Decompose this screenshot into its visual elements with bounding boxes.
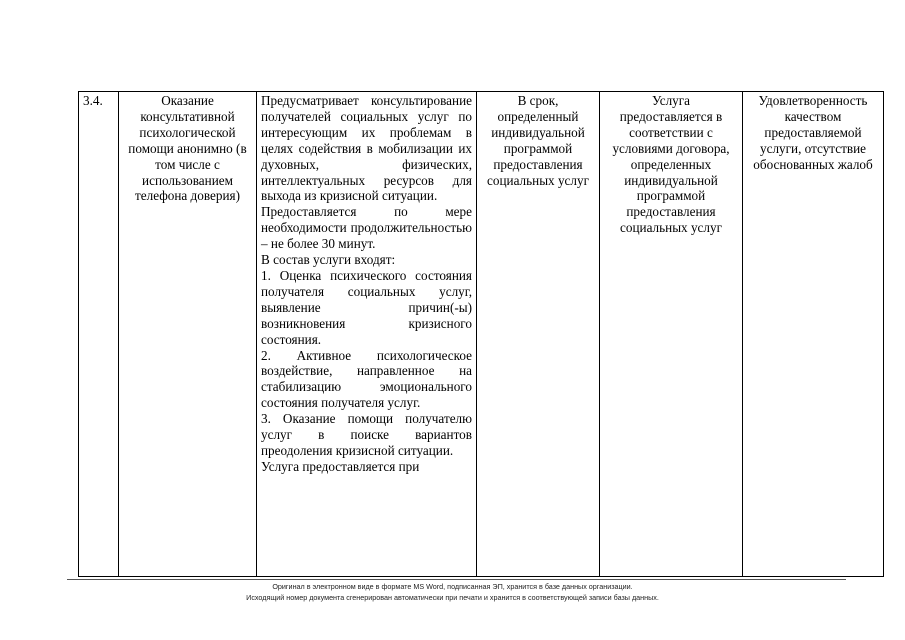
service-quality: Удовлетворенность качеством предоставляемой услуги, отсутствие обоснованных жалоб bbox=[753, 93, 873, 172]
description-paragraph: Предусматривает консультирование получателей социальных услуг по интересующим их проблемам в целях содействия в мобилизации их духовных, физических, интеллектуальных ресурсов для выхода из кризисной ситуации. bbox=[261, 93, 472, 204]
service-name-cell bbox=[119, 92, 257, 577]
footer-note-original: Оригинал в электронном виде в формате MS Word, подписанная ЭП, хранится в базе данных организации. bbox=[272, 582, 633, 591]
description-paragraph: 1. Оценка психического состояния получателя социальных услуг, выявление причин(-ы) возникновения кризисного состояния. bbox=[261, 267, 472, 347]
description-paragraph: 3. Оказание помощи получателю услуг в поиске вариантов преодоления кризисной ситуации. bbox=[261, 411, 472, 458]
table-row bbox=[79, 92, 884, 577]
service-term: В срок, определенный индивидуальной программой предоставления социальных услуг bbox=[487, 93, 589, 188]
service-description-cell bbox=[257, 92, 477, 577]
service-conditions-cell bbox=[600, 92, 743, 577]
item-number: 3.4. bbox=[83, 93, 103, 108]
services-table bbox=[78, 91, 884, 577]
description-paragraph: Услуга предоставляется при bbox=[261, 458, 420, 474]
description-paragraph: Предоставляется по мере необходимости продолжительностью – не более 30 минут. bbox=[261, 204, 472, 252]
service-quality-cell bbox=[743, 92, 884, 577]
footer-note-number: Исходящий номер документа сгенерирован автоматически при печати и хранится в соответствующей записи базы данных. bbox=[246, 593, 659, 602]
item-number-cell bbox=[79, 92, 119, 577]
service-term-cell bbox=[477, 92, 600, 577]
service-name: Оказание консультативной психологической помощи анонимно (в том числе с использованием телефона доверия) bbox=[128, 93, 247, 204]
description-paragraph: В состав услуги входят: bbox=[261, 252, 396, 268]
description-paragraph: 2. Активное психологическое воздействие, направленное на стабилизацию эмоционального состояния получателя услуг. bbox=[261, 347, 472, 411]
footer-divider bbox=[67, 579, 846, 580]
service-conditions: Услуга предоставляется в соответствии с условиями договора, определенных индивидуальной программой предоставления социальных услуг bbox=[612, 93, 730, 236]
